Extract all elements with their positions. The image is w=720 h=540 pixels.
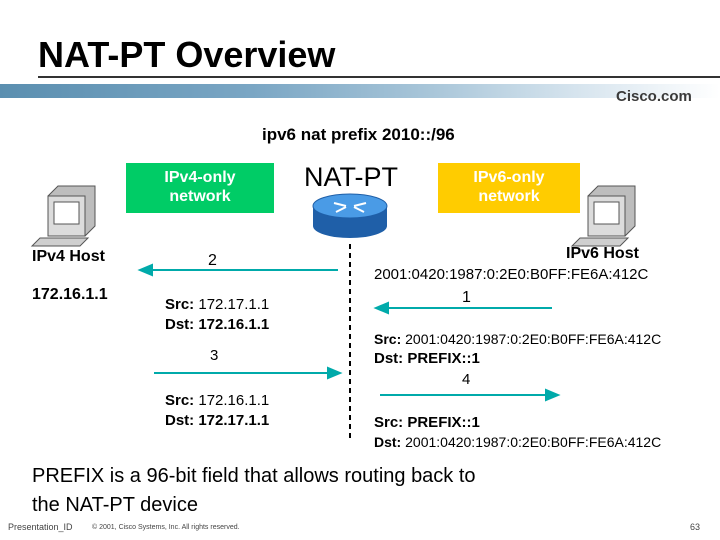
ipv6-computer-icon	[572, 186, 635, 246]
footer-presentation-id: Presentation_ID	[8, 522, 73, 532]
arrow-step2-head	[140, 265, 152, 275]
packet3-src-value: 172.16.1.1	[198, 392, 270, 409]
packet2-src-value: 172.17.1.1	[198, 296, 270, 313]
packet1-src-value: 2001:0420:1987:0:2E0:B0FF:FE6A:412C	[405, 331, 662, 347]
ipv4-computer-icon	[32, 186, 95, 246]
ipv4-box-line1: IPv4-only	[164, 169, 236, 186]
prefix-note	[32, 462, 476, 520]
step-3-label: 3	[210, 347, 219, 364]
prefix-note-line1: PREFIX is a 96-bit field that allows routing back to	[32, 465, 476, 487]
packet3-src-label: Src:	[165, 392, 195, 409]
ipv4-host-addr: 172.16.1.1	[32, 286, 108, 303]
packet1-dst: Dst: PREFIX::1	[374, 350, 480, 367]
router-icon	[313, 194, 387, 238]
ipv4-box-line2: network	[169, 188, 231, 205]
prefix-note-line2: the NAT-PT device	[32, 494, 198, 516]
arrow-step4-head	[546, 390, 558, 400]
packet3-dst: Dst: 172.17.1.1	[165, 412, 270, 429]
slide-title: NAT-PT Overview	[38, 34, 336, 75]
ipv6-host-addr: 2001:0420:1987:0:2E0:B0FF:FE6A:412C	[374, 266, 649, 283]
step-2-label: 2	[208, 252, 217, 269]
packet4-dst	[374, 434, 661, 450]
packet4-dst-label: Dst:	[374, 434, 402, 450]
step-4-label: 4	[462, 371, 471, 388]
nat-pt-label: NAT-PT	[304, 162, 398, 192]
ipv4-host-name: IPv4 Host	[32, 248, 105, 265]
ipv6-host-name: IPv6 Host	[566, 245, 639, 262]
arrow-step3-head	[328, 368, 340, 378]
packet2-src	[165, 296, 269, 313]
ipv6-box-line2: network	[478, 188, 540, 205]
packet2-dst: Dst: 172.16.1.1	[165, 316, 270, 333]
packet1-src-label: Src:	[374, 331, 402, 347]
packet1-src	[374, 331, 661, 347]
packet3-src	[165, 392, 269, 409]
packet4-dst-value: 2001:0420:1987:0:2E0:B0FF:FE6A:412C	[405, 434, 662, 450]
step-1-label: 1	[462, 289, 471, 306]
packet2-src-label: Src:	[165, 296, 195, 313]
packet4-src: Src: PREFIX::1	[374, 414, 480, 431]
ipv6-box-line1: IPv6-only	[473, 169, 545, 186]
footer-copyright: © 2001, Cisco Systems, Inc. All rights reserved.	[92, 524, 240, 531]
prefix-label: ipv6 nat prefix 2010::/96	[262, 125, 455, 144]
arrow-step1-head	[376, 303, 388, 313]
cisco-logo: Cisco.com	[616, 88, 692, 105]
footer-page-number: 63	[690, 522, 701, 532]
